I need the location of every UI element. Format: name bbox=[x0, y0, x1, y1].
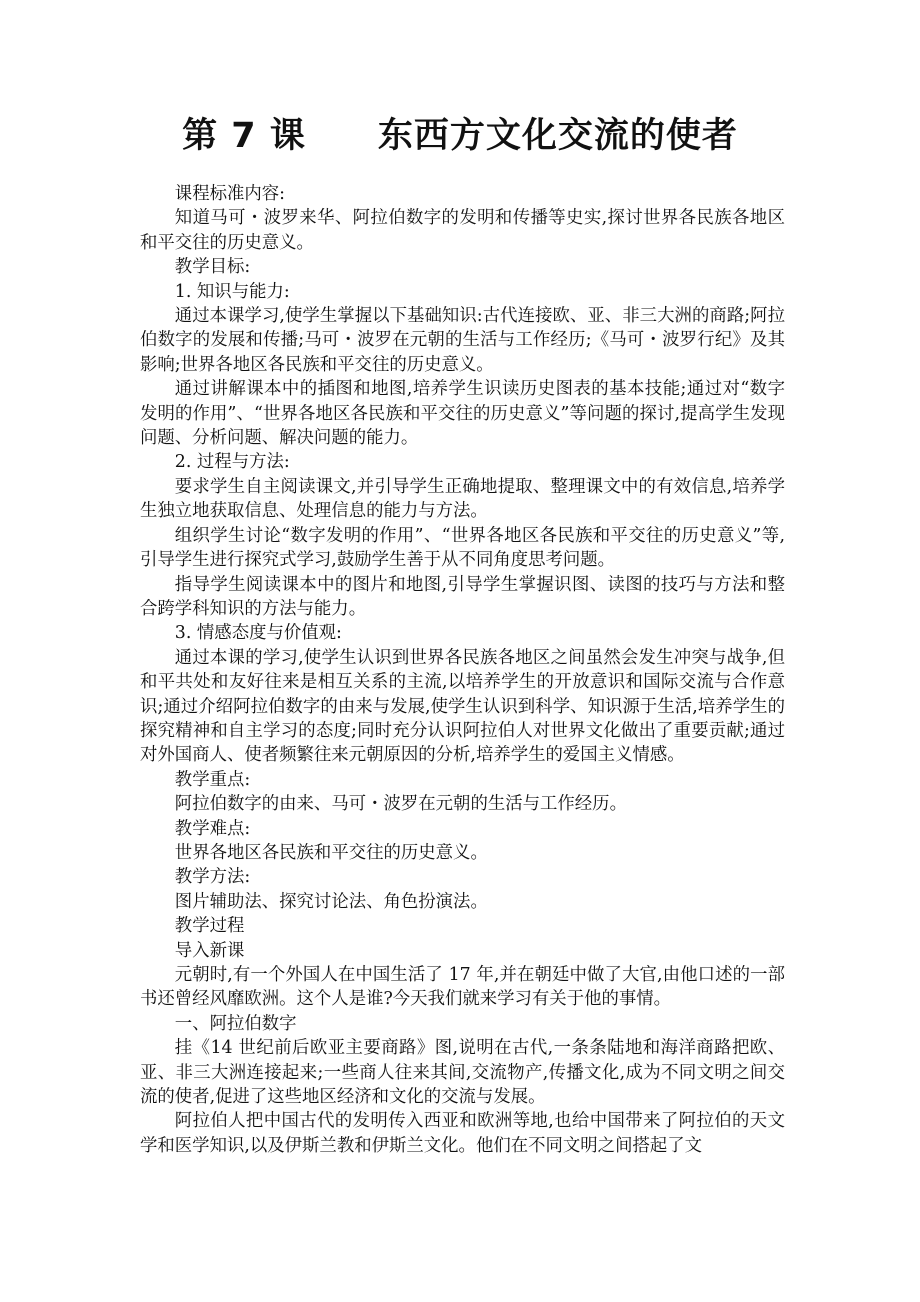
section-label-process: 教学过程 bbox=[174, 916, 245, 937]
paragraph-intro: 元朝时,有一个外国人在中国生活了 17 年,并在朝廷中做了大官,由他口述的一部书还曾经风靡欧洲。这个人是谁?今天我们就来学习有关于他的事情。 bbox=[140, 965, 785, 1010]
section-label-key-points: 教学重点: bbox=[174, 769, 251, 790]
paragraph-key-points: 阿拉伯数字的由来、马可・波罗在元朝的生活与工作经历。 bbox=[174, 794, 627, 815]
paragraph-process-3: 指导学生阅读课本中的图片和地图,引导学生掌握识图、读图的技巧与方法和整合跨学科知识的方法与能力。 bbox=[140, 574, 785, 619]
subheading-knowledge: 1. 知识与能力: bbox=[174, 281, 290, 302]
subheading-attitude: 3. 情感态度与价值观: bbox=[174, 623, 342, 644]
paragraph-knowledge-1: 通过本课学习,使学生掌握以下基础知识:古代连接欧、亚、非三大洲的商路;阿拉伯数字的发展和传播;马可・波罗在元朝的生活与工作经历;《马可・波罗行纪》及其影响;世界各地区各民族和平交往的历史意义。 bbox=[140, 306, 785, 375]
paragraph-trade-routes: 挂《14 世纪前后欧亚主要商路》图,说明在古代,一条条陆地和海洋商路把欧、亚、非三大洲连接起来;一些商人往来其间,交流物产,传播文化,成为不同文明之间交流的使者,促进了这些地区经济和文化的交流与发展。 bbox=[140, 1038, 785, 1108]
section-label-curriculum: 课程标准内容: bbox=[174, 184, 286, 204]
paragraph-curriculum: 知道马可・波罗来华、阿拉伯数字的发明和传播等史实,探讨世界各民族各地区和平交往的历史意义。 bbox=[140, 208, 785, 253]
section-label-objectives: 教学目标: bbox=[174, 257, 251, 278]
section-label-difficulties: 教学难点: bbox=[174, 818, 251, 839]
paragraph-attitude: 通过本课的学习,使学生认识到世界各民族各地区之间虽然会发生冲突与战争,但和平共处和友好往来是相互关系的主流,以培养学生的开放意识和国际交流与合作意识;通过介绍阿拉伯数字的由来与发展,使学生认识到科学、知识源于生活,培养学生的探究精神和自主学习的态度;同时充分认识阿拉伯人对世界文化做出了重要贡献;通过对外国商人、使者频繁往来元朝原因的分析,培养学生的爱国主义情感。 bbox=[140, 647, 785, 766]
section-label-intro: 导入新课 bbox=[174, 940, 245, 961]
subheading-process: 2. 过程与方法: bbox=[174, 452, 290, 473]
paragraph-methods: 图片辅助法、探究讨论法、角色扮演法。 bbox=[174, 891, 488, 912]
section-label-methods: 教学方法: bbox=[174, 867, 251, 888]
section-heading-arabic-numerals: 一、阿拉伯数字 bbox=[174, 1013, 297, 1034]
paragraph-knowledge-2: 通过讲解课本中的插图和地图,培养学生识读历史图表的基本技能;通过对“数字发明的作用”、“世界各地区各民族和平交往的历史意义”等问题的探讨,提高学生发现问题、分析问题、解决问题的能力。 bbox=[140, 379, 785, 449]
paragraph-process-1: 要求学生自主阅读课文,并引导学生正确地提取、整理课文中的有效信息,培养学生独立地获取信息、处理信息的能力与方法。 bbox=[140, 476, 785, 522]
paragraph-process-2: 组织学生讨论“数字发明的作用”、“世界各地区各民族和平交往的历史意义”等,引导学生进行探究式学习,鼓励学生善于从不同角度思考问题。 bbox=[140, 525, 785, 571]
paragraph-arab-exchange: 阿拉伯人把中国古代的发明传入西亚和欧洲等地,也给中国带来了阿拉伯的天文学和医学知识,以及伊斯兰教和伊斯兰文化。他们在不同文明之间搭起了文 bbox=[140, 1111, 785, 1156]
paragraph-difficulties: 世界各地区各民族和平交往的历史意义。 bbox=[174, 842, 488, 863]
page-title: 第 7 课 东西方文化交流的使者 bbox=[182, 116, 738, 156]
document-body bbox=[140, 182, 785, 1158]
